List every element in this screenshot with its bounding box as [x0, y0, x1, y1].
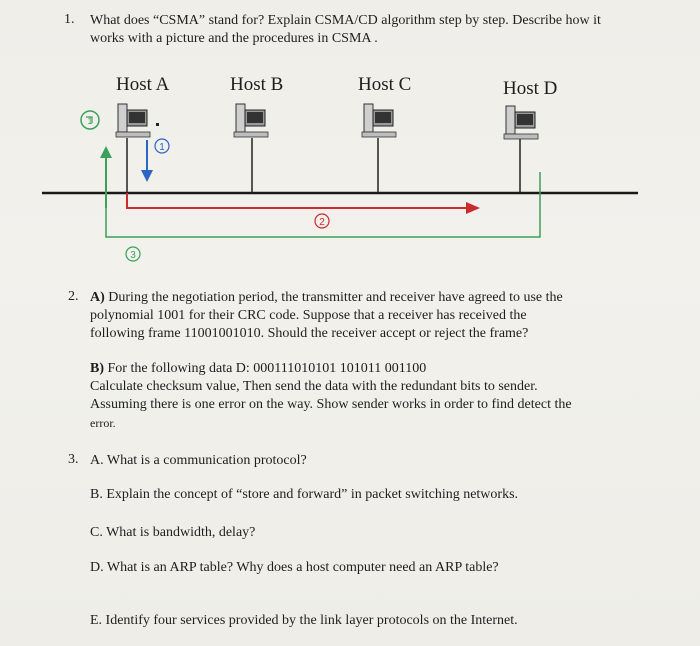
q2b-label: B)	[90, 361, 104, 376]
host-a-computer-icon	[116, 104, 159, 137]
q3-item-b: B. Explain the concept of “store and forward” in packet switching networks.	[90, 487, 519, 502]
host-a-label: Host A	[116, 74, 170, 95]
q2b-line-4: error.	[90, 416, 116, 430]
host-b-computer-icon	[234, 104, 268, 137]
diagram-drawing	[0, 60, 700, 270]
q2b-line-1: For the following data D: 000111010101 101011 001100	[107, 361, 427, 376]
q2b-line-2: Calculate checksum value, Then send the data with the redundant bits to sender.	[90, 379, 538, 394]
q3-item-d: D. What is an ARP table? Why does a host computer need an ARP table?	[90, 560, 499, 575]
host-d-label: Host D	[503, 78, 558, 99]
q3-item-e: E. Identify four services provided by the link layer protocols on the Internet.	[90, 613, 518, 628]
host-c-label: Host C	[358, 74, 412, 95]
host-c-computer-icon	[362, 104, 396, 137]
red-signal-path	[127, 193, 480, 214]
q2a-line-3: following frame 11001001010. Should the receiver accept or reject the frame?	[90, 326, 529, 341]
q2a-line-2: polynomial 1001 for their CRC code. Suppose that a receiver has received the	[90, 308, 527, 323]
csma-cd-diagram	[0, 60, 700, 270]
q2-number: 2.	[68, 289, 79, 304]
q3-item-a: A. What is a communication protocol?	[90, 453, 307, 468]
step-2-numeral: 2	[319, 217, 325, 228]
step-3-numeral: 3	[130, 250, 136, 261]
q2b-text	[90, 360, 670, 432]
step-1-numeral: 1	[159, 142, 165, 153]
q3-item-c: C. What is bandwidth, delay?	[90, 525, 256, 540]
q1-number: 1.	[64, 12, 75, 27]
q2a-text	[90, 289, 670, 343]
blue-down-arrow-icon	[141, 140, 153, 182]
listen-marker-numeral: 1	[87, 116, 93, 126]
q3-number: 3.	[68, 452, 79, 467]
green-up-arrow-icon	[100, 146, 112, 208]
q1-line-2: works with a picture and the procedures in CSMA .	[90, 31, 378, 46]
q2a-label: A)	[90, 290, 105, 305]
host-d-computer-icon	[504, 106, 538, 139]
q1-text	[90, 12, 670, 48]
q1-line-1: What does “CSMA” stand for? Explain CSMA/CD algorithm step by step. Describe how it	[90, 13, 601, 28]
q2a-line-1: During the negotiation period, the transmitter and receiver have agreed to use the	[108, 290, 563, 305]
q2b-line-3: Assuming there is one error on the way. Show sender works in order to find detect the	[90, 397, 572, 412]
host-b-label: Host B	[230, 74, 284, 95]
